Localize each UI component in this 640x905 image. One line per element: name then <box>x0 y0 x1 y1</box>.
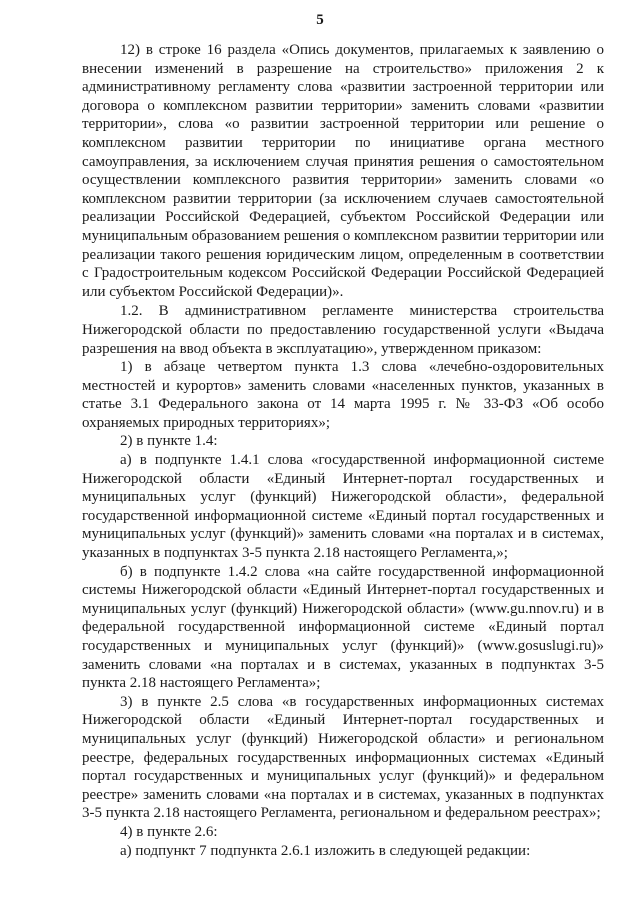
paragraph-2: 2) в пункте 1.4: <box>120 433 218 450</box>
paragraph-1-2: 1.2. В административном регламенте министерства строительства Нижегородской области по предоставлению государственной услуги «Выдача разрешения на ввод объекта в эксплуатацию», утвержденном приказом: <box>82 303 604 357</box>
paragraph-2b: б) в подпункте 1.4.2 слова «на сайте государственной информационной системы Нижегородской области «Единый Интернет-портал государственных и муниципальных услуг (функций) Нижегородской области» (www.gu.nnov.ru) и в федеральной государственной информационной системе «Единый портал государственных и муниципальных услуг (функций)» (www.gosuslugi.ru)» заменить словами «на порталах и в системах, указанных в подпунктах 3-5 пункта 2.18 настоящего Регламента»; <box>82 563 604 692</box>
paragraph-3: 3) в пункте 2.5 слова «в государственных информационных системах Нижегородской области «Единый Интернет-портал государственных и муниципальных услуг (функций) Нижегородской области» и региональном реестре, федеральных государственных информационных системах «Единый портал государственных и муниципальных услуг (функций)» и федеральном реестре» заменить словами «на порталах и в системах, указанных в подпунктах 3-5 пункта 2.18 настоящего Регламента, региональном и федеральном реестрах»; <box>82 693 604 822</box>
paragraph-2a: а) в подпункте 1.4.1 слова «государственной информационной системе Нижегородской области «Единый Интернет-портал государственных и муниципальных услуг (функций) Нижегородской области», федеральной государственной информационной системе «Единый портал государственных и муниципальных услуг (функций)» заменить словами «на порталах и в системах, указанных в подпунктах 3-5 пункта 2.18 настоящего Регламента,»; <box>82 452 604 562</box>
document-body <box>82 41 604 860</box>
paragraph-4: 4) в пункте 2.6: <box>120 823 218 840</box>
page-number: 5 <box>316 12 324 28</box>
paragraph-1: 1) в абзаце четвертом пункта 1.3 слова «лечебно-оздоровительных местностей и курортов» заменить словами «населенных пунктов, указанных в статье 3.1 Федерального закона от 14 марта 1995 г. № 33-ФЗ «Об особо охраняемых природных территориях»; <box>82 359 604 431</box>
paragraph-12: 12) в строке 16 раздела «Опись документов, прилагаемых к заявлению о внесении изменений в разрешение на строительство» приложения 2 к административному регламенту слова «развитии застроенной территории или договора о комплексном развитии территории» заменить словами «развитии территории», слова «о развитии застроенной территории или решение о комплексном развитии территории по инициативе органа местного самоуправления, за исключением случая принятия решения о самостоятельном осуществлении комплексного развития территории» заменить словами «о комплексном развитии территории (за исключением случаев самостоятельной реализации Российской Федерацией, субъектом Российской Федерации или муниципальным образованием решения о комплексном развитии территории или реализации такого решения юридическим лицом, определенным в соответствии с Градостроительным кодексом Российской Федерации Российской Федерацией или субъектом Российской Федерации)». <box>82 42 604 300</box>
paragraph-4a: а) подпункт 7 подпункта 2.6.1 изложить в следующей редакции: <box>120 842 531 859</box>
